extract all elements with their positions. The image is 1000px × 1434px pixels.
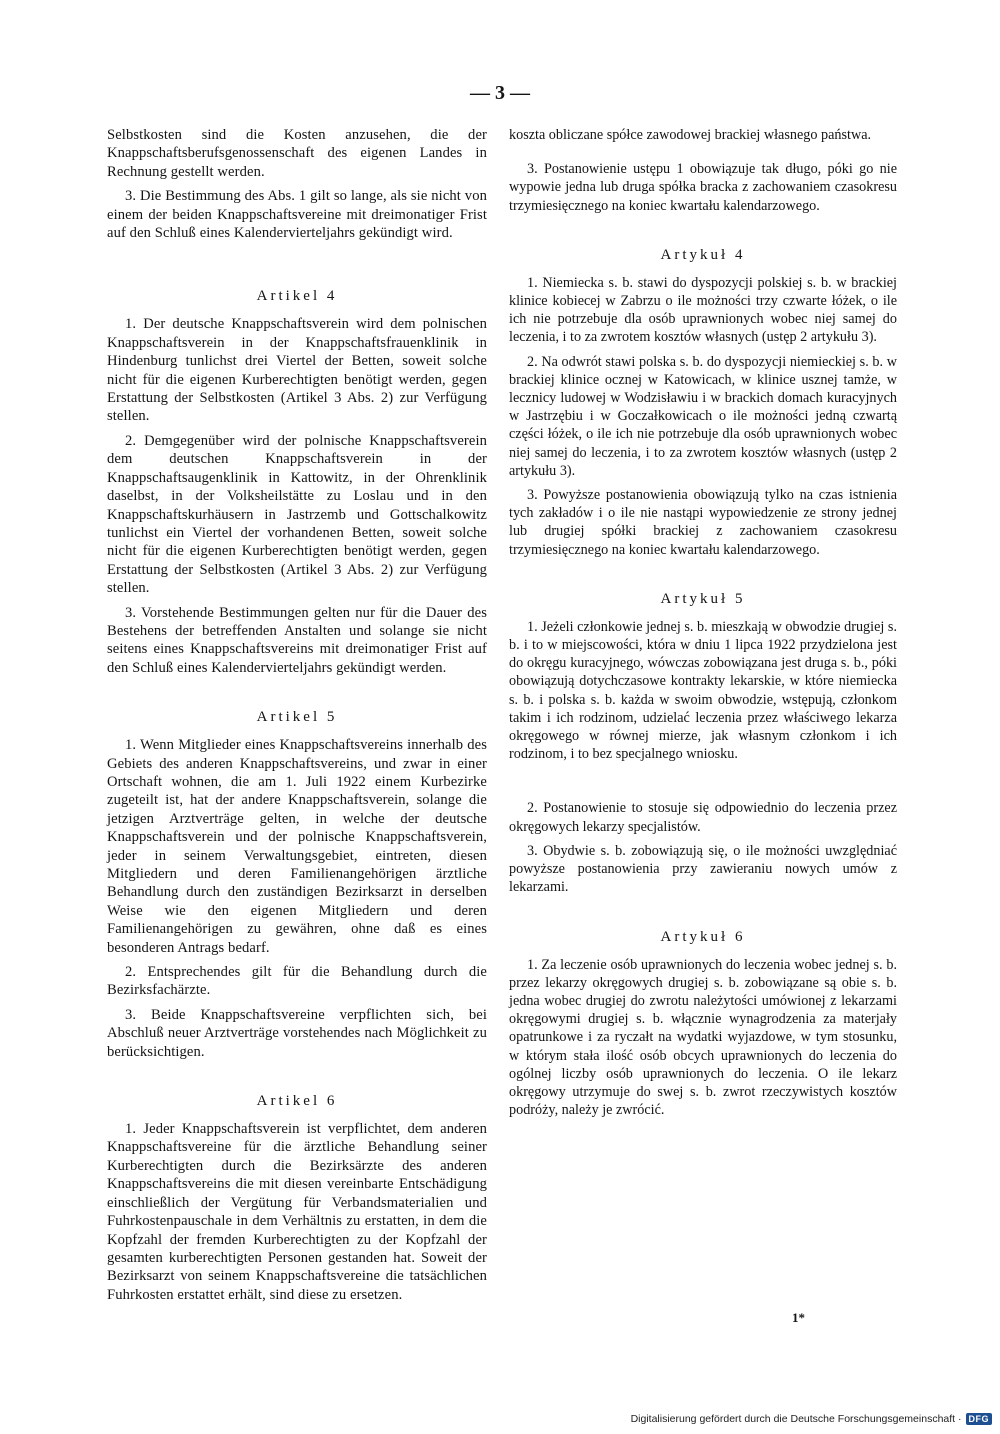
polish-paragraph-intro: koszta obliczane spółce zawodowej brackiej własnego państwa. [509, 127, 872, 143]
polish-art6-paragraph-1: 1. Za leczenie osób uprawnionych do leczenia wobec jednej s. b. przez lekarzy okręgowych drugiej s. b. zobowiązane są obie s. b. jedna wobec drugiej do zwrotu należytości umówionej z lekarzami okręgowymi drugiej s. b. włącznie wynagrodzenia za materjały opatrunkowe i za ryczałt na wydatki wyjazdowe, w tym stosunku, w którym stała ilość osób obcych uprawnionych do leczenia do ogólnej liczby osób uprawnionych do leczenia. O ile lekarz okręgowy utrzymuje do swej s. b. zwrot rzeczywistych kosztów podróży, należy je zwrócić. [509, 956, 897, 1119]
german-heading-artikel-6: Artikel 6 [256, 1093, 338, 1110]
german-art4-paragraph-3: 3. Vorstehende Bestimmungen gelten nur für die Dauer des Bestehens der betreffenden Anstalten und solange sie nicht seitens eines Knappschaftsvereins mit dreimonatiger Frist auf den Schluß eines Kalendervierteljahrs gekündigt werden. [107, 604, 487, 676]
german-art4-paragraph-1: 1. Der deutsche Knappschaftsverein wird dem polnischen Knappschaftsverein in der Knappschaftsfrauenklinik in Hindenburg tunlichst drei Viertel der Betten, soweit solche nicht für die eigenen Kurberechtigten benötigt werden, gegen Erstattung der Selbstkosten (Artikel 3 Abs. 2) zur Verfügung stellen. [107, 316, 487, 425]
german-paragraph-intro: Selbstkosten sind die Kosten anzusehen, die der Knappschaftsberufsgenossenschaft des eigenen Landes in Rechnung gestellt werden. [107, 127, 487, 180]
german-column [107, 126, 487, 1310]
german-art4-paragraph-2: 2. Demgegenüber wird der polnische Knappschaftsverein dem deutschen Knappschaftsverein in der Knappschaftsaugenklinik in Kattowitz, in der Ohrenklinik daselbst, in der Volksheilstätte zu Loslau und in den Knappschaftskurhäusern in Jastrzemb und Gottschalkowitz tunlichst ein Viertel der vorhandenen Betten, soweit solche nicht für die eigenen Kurberechtigten benötigt werden, gegen Erstattung der Selbstkosten (Artikel 3 Abs. 2) zur Verfügung stellen. [107, 432, 487, 597]
polish-paragraph-3-3: 3. Postanowienie ustępu 1 obowiązuje tak długo, póki go nie wypowie jedna lub druga spółka bracka z zachowaniem czasokresu trzymiesięcznego na koniec kwartału kalendarzowego. [509, 161, 897, 214]
polish-art4-paragraph-2: 2. Na odwrót stawi polska s. b. do dyspozycji niemieckiej s. b. w brackiej klinice ocznej w Katowicach, w klinice usznej tamże, w lecznicy ludowej w Wodzisławiu i w brackich domach kuracyjnych w Jastrzębiu i w Goczałkowicach o ile możności jedną czwartą części łóżek, o ile ich nie potrzebuje dla osób uprawnionych wobec niej samej do leczenia, i to za zwrotem kosztów własnych (ustęp 2 artykułu 3). [509, 353, 897, 479]
footer-text: Digitalisierung gefördert durch die Deutsche Forschungsgemeinschaft · [630, 1413, 962, 1425]
german-art6-paragraph-1: 1. Jeder Knappschaftsverein ist verpflichtet, dem anderen Knappschaftsvereine für die ärztliche Behandlung seiner Kurberechtigten durch die Bezirksärzte des anderen Knappschaftsvereins die mit diesen vereinbarte Entschädigung einschließlich der Vergütung für Verbandsmaterialien und Fuhrkostenpauschale in dem Verhältnis zu erstatten, in dem die Kopfzahl der fremden Kurberechtigten zu der Kopfzahl der gesamten kurberechtigten Personen gestanden hat. Soweit der Bezirksarzt von seinem Knappschaftsvereine die tatsächlichen Fuhrkosten erstattet erhält, sind diese zu ersetzen. [107, 1121, 487, 1303]
polish-art4-paragraph-3: 3. Powyższe postanowienia obowiązują tylko na czas istnienia tych zakładów i o ile nie nastąpi wypowiedzenie ze strony jednej lub drugiej spółki brackiej z zachowaniem czasokresu trzymiesięcznego na koniec kwartału kalendarzowego. [509, 487, 897, 558]
polish-art5-paragraph-1: 1. Jeżeli członkowie jednej s. b. mieszkają w obwodzie drugiej s. b. i to w miejscowości, która w dniu 1 lipca 1922 przydzielona jest do okręgu kuracyjnego, wówczas zobowiązana jest druga s. b., póki obowiązują dotychczasowe kontrakty lekarskie, w które niemiecka s. b. i polska s. b. każda w swoim obwodzie, wstępują, członkom takim i ich rodzinom, udzielać leczenia przez właściwego lekarza okręgowego w równej mierze, jak własnym członkom i ich rodzinom, i to bez specjalnego wniosku. [509, 618, 897, 763]
german-art5-paragraph-1: 1. Wenn Mitglieder eines Knappschaftsvereins innerhalb des Gebiets des anderen Knappschaftsvereins, und zwar in einer Ortschaft wohnen, die am 1. Juli 1922 einem Kurbezirke zugeteilt ist, hat der andere Knappschaftsverein, solange die jetzigen Arztverträge gelten, in welche der deutsche Knappschaftsverein und der polnische Knappschaftsverein, jeder in seinem Verwaltungsgebiet, eintreten, diesen Mitgliedern und deren Familienangehörigen ärztliche Behandlung durch den zuständigen Bezirksarzt in derselben Weise wie den eigenen Mitgliedern und deren Familienangehörigen zu gewähren, ohne daß es eines besonderen Antrags bedarf. [107, 737, 487, 956]
page-number: — 3 — [470, 82, 530, 104]
polish-heading-artykul-5: Artykuł 5 [660, 590, 746, 607]
dfg-logo: DFG [966, 1413, 993, 1425]
polish-art4-paragraph-1: 1. Niemiecka s. b. stawi do dyspozycji polskiej s. b. w brackiej klinice kobiecej w Zabrzu o ile możności trzy czwarte łóżek, o ile ich nie potrzebuje dla osób uprawnionych wobec niej samej do leczenia, i to za zwrotem kosztów własnych (ustęp 2 artykułu 3). [509, 274, 897, 346]
german-art5-paragraph-3: 3. Beide Knappschaftsvereine verpflichten sich, bei Abschluß neuer Arztverträge vorstehendes nach Möglichkeit zu berücksichtigen. [107, 1006, 487, 1060]
german-heading-artikel-4: Artikel 4 [256, 288, 338, 305]
polish-column [509, 126, 897, 1125]
polish-art5-paragraph-3: 3. Obydwie s. b. zobowiązują się, o ile możności uwzględniać powyższe postanowienia przy zawieraniu nowych umów z lekarzami. [509, 842, 897, 896]
german-heading-artikel-5: Artikel 5 [256, 709, 338, 726]
digitization-footer [631, 1413, 992, 1425]
signature-mark: 1* [792, 1310, 805, 1325]
polish-heading-artykul-6: Artykuł 6 [660, 928, 746, 945]
polish-art5-paragraph-2: 2. Postanowienie to stosuje się odpowiednio do leczenia przez okręgowych lekarzy specjalistów. [509, 800, 897, 835]
polish-heading-artykul-4: Artykuł 4 [660, 246, 746, 263]
german-paragraph-3-3: 3. Die Bestimmung des Abs. 1 gilt so lange, als sie nicht von einem der beiden Knappschaftsvereine mit dreimonatiger Frist auf den Schluß eines Kalendervierteljahrs gekündigt wird. [107, 188, 487, 242]
german-art5-paragraph-2: 2. Entsprechendes gilt für die Behandlung durch die Bezirksfachärzte. [107, 964, 487, 999]
